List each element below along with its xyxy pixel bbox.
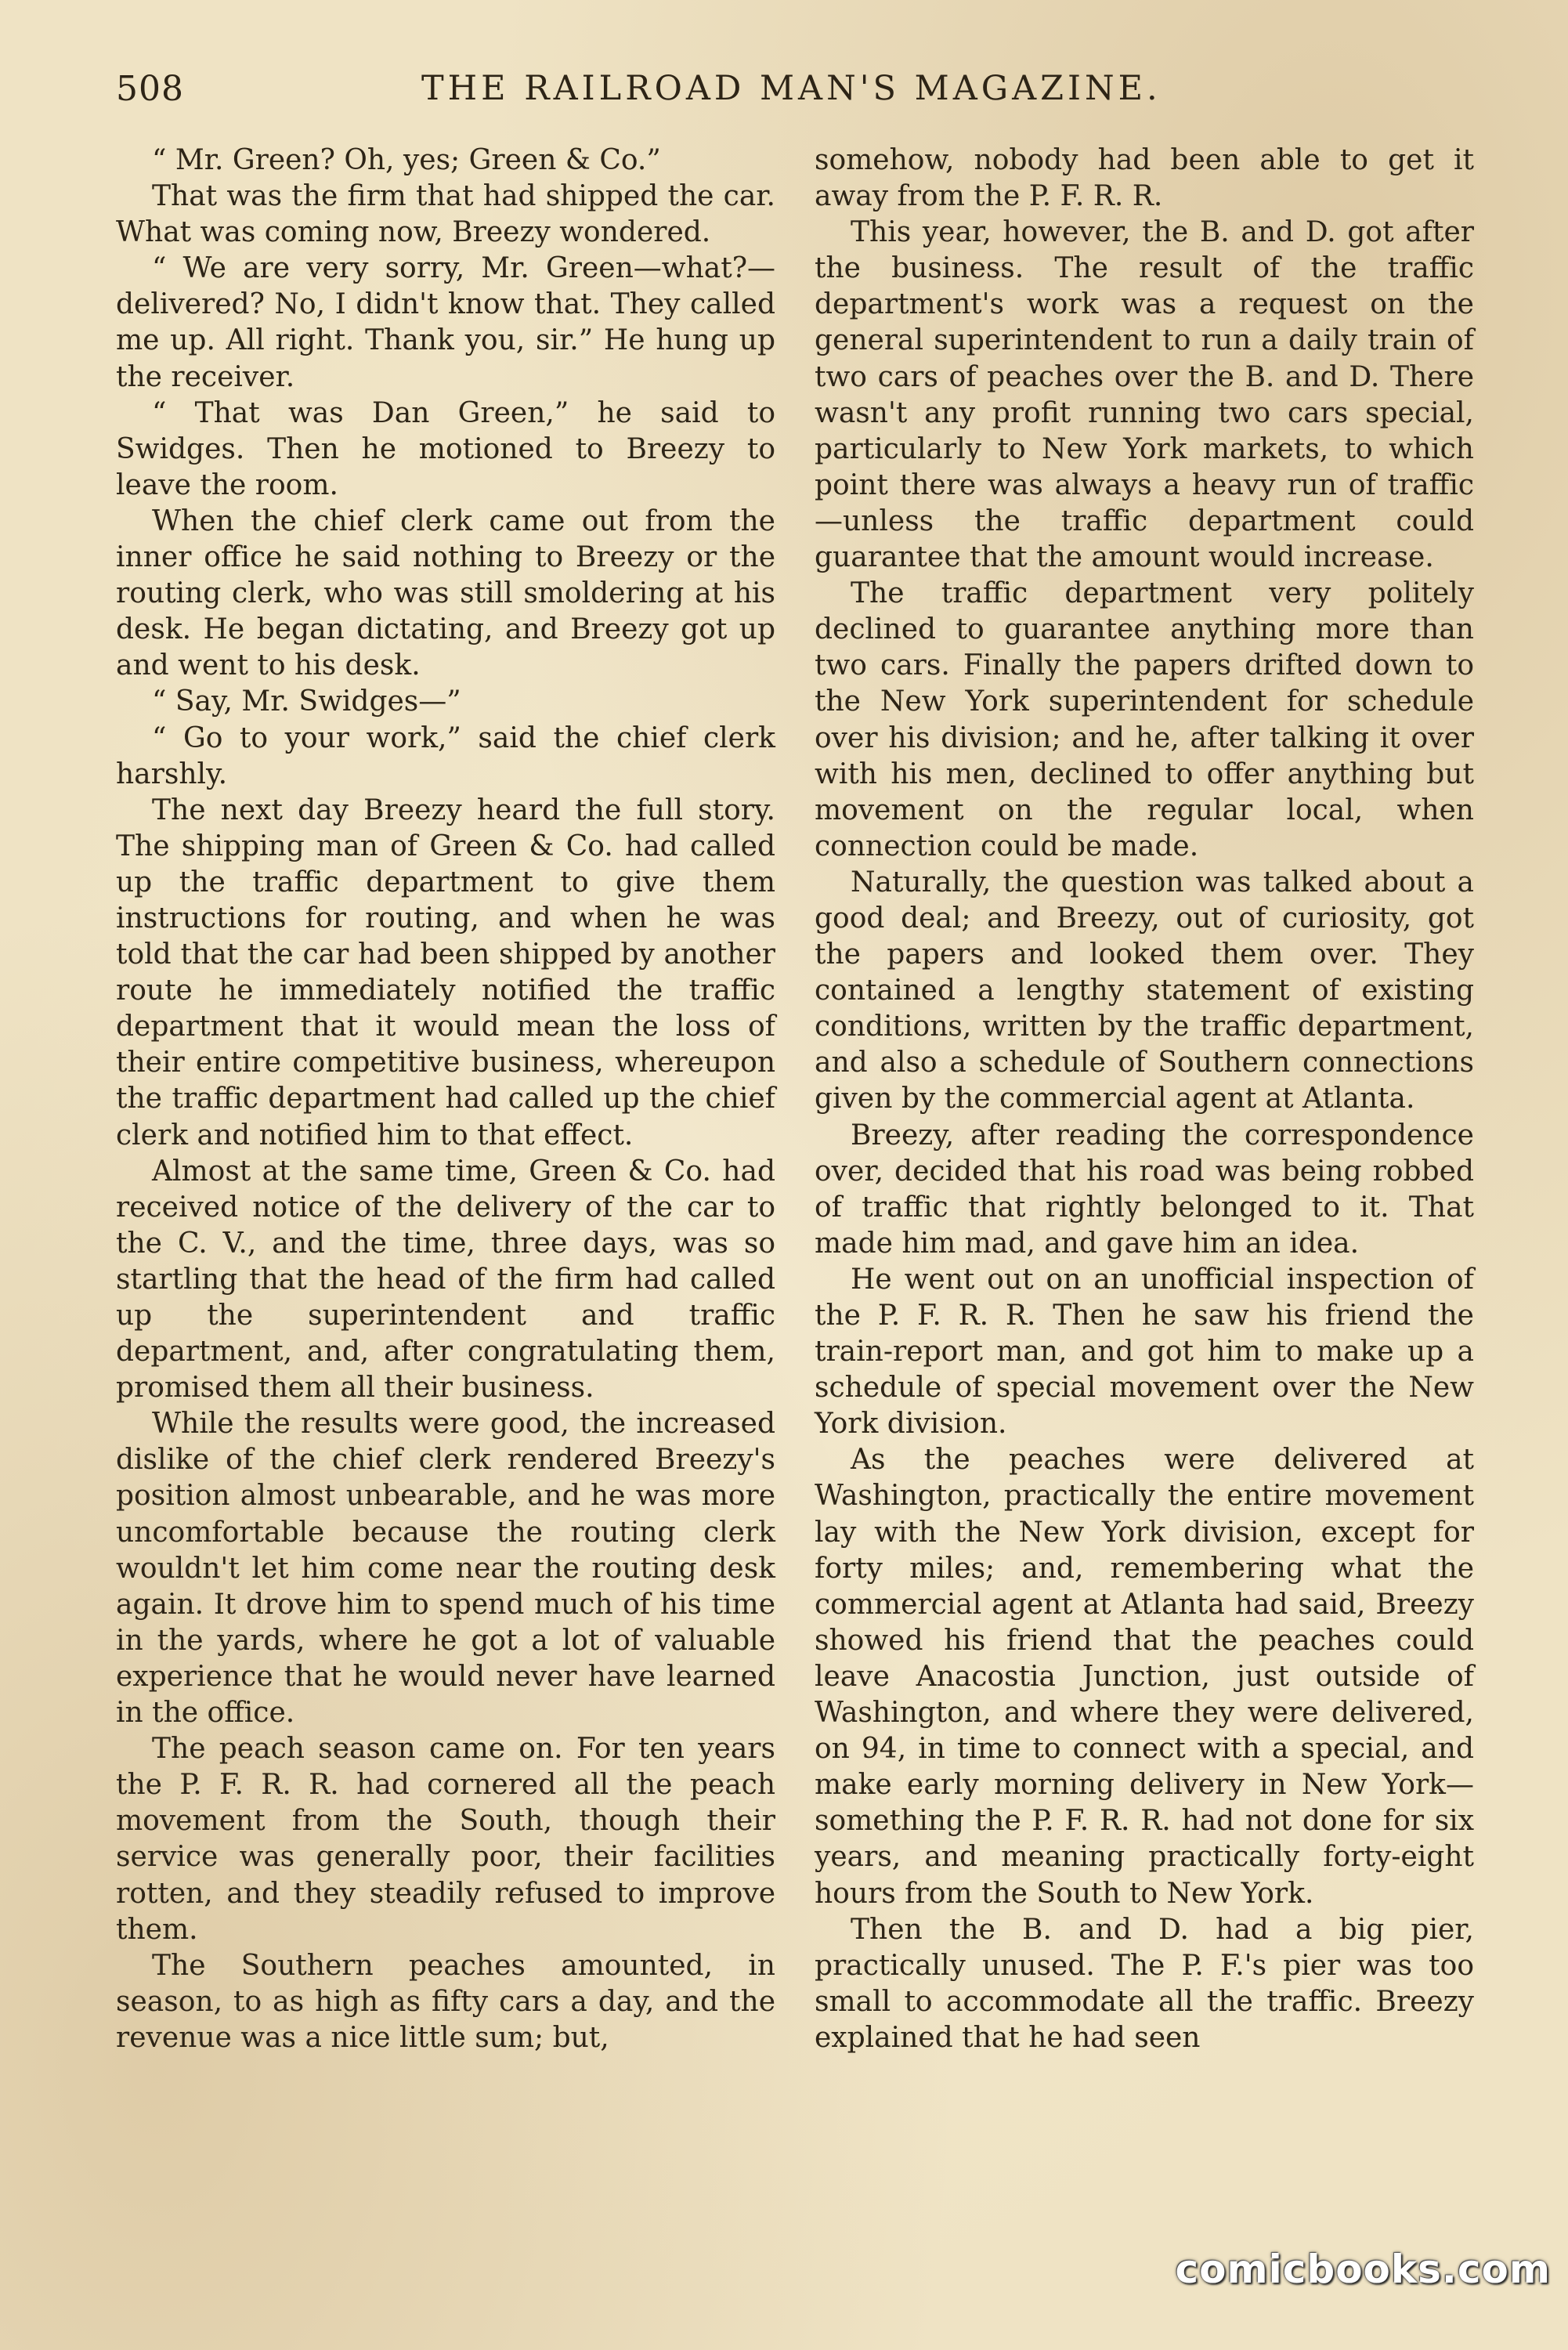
paragraph: The next day Breezy heard the full story. The shipping man of Green & Co. had called up the traffic department to give them instructions for routing, and when he was told that the car had been shipped by another route he immediately notified the traffic department that it would mean the loss of their entire competitive business, whereupon the traffic department had called up the chief clerk and notified him to that effect. (116, 794, 775, 1152)
page-number: 508 (116, 69, 184, 109)
page-header (116, 69, 1479, 116)
paragraph: “ Mr. Green? Oh, yes; Green & Co.” (152, 144, 661, 176)
paragraph: The traffic department very politely declined to guarantee anything more than two cars. Finally the papers drifted down to the New York superintendent for schedule over his division; and he, after talking it over with his men, declined to offer anything but movement on the regular local, when connection could be made. (815, 577, 1474, 862)
paragraph: “ That was Dan Green,” he said to Swidges. Then he motioned to Breezy to leave the room. (116, 396, 775, 501)
paragraph: “ Go to your work,” said the chief clerk harshly. (116, 721, 775, 790)
paragraph-continuation: somehow, nobody had been able to get it away from the P. F. R. R. (815, 144, 1474, 213)
paragraph: Then the B. and D. had a big pier, practically unused. The P. F.'s pier was too small to accommodate all the traffic. Breezy explained that he had seen (815, 1913, 1474, 2054)
paragraph: “ We are very sorry, Mr. Green—what?—delivered? No, I didn't know that. They called me up. All right. Thank you, sir.” He hung up the receiver. (116, 252, 775, 393)
paragraph: The Southern peaches amounted, in season, to as high as fifty cars a day, and the revenue was a nice little sum; but, (116, 1949, 775, 2054)
right-column (815, 143, 1474, 2056)
paragraph: When the chief clerk came out from the inner office he said nothing to Breezy or the routing clerk, who was still smoldering at his desk. He began dictating, and Breezy got up and went to his desk. (116, 504, 775, 682)
paragraph: Almost at the same time, Green & Co. had received notice of the delivery of the car to the C. V., and the time, three days, was so startling that the head of the firm had called up the superintendent and traffic department, and, after congratulating them, promised them all their business. (116, 1155, 775, 1405)
paragraph: The peach season came on. For ten years the P. F. R. R. had cornered all the peach movement from the South, though their service was generally poor, their facilities rotten, and they steadily refused to improve them. (116, 1733, 775, 1946)
paragraph: He went out on an unofficial inspection of the P. F. R. R. Then he saw his friend the train-report man, and got him to make up a schedule of special movement over the New York division. (815, 1263, 1474, 1441)
running-title: THE RAILROAD MAN'S MAGAZINE. (421, 69, 1162, 108)
source-watermark: comicbooks.com (1175, 2247, 1551, 2292)
paragraph: Naturally, the question was talked about a good deal; and Breezy, out of curiosity, got the papers and looked them over. They contained a lengthy statement of existing conditions, written by the traffic department, and also a schedule of Southern connections given by the commercial agent at Atlanta. (815, 866, 1474, 1115)
paragraph: As the peaches were delivered at Washington, practically the entire movement lay with the New York division, except for forty miles; and, remembering what the commercial agent at Atlanta had said, Breezy showed his friend that the peaches could leave Anacostia Junction, just outside of Washington, and where they were delivered, on 94, in time to connect with a special, and make early morning delivery in New York—something the P. F. R. R. had not done for six years, and meaning practically forty-eight hours from the South to New York. (815, 1444, 1474, 1910)
paragraph: While the results were good, the increased dislike of the chief clerk rendered Breezy's position almost unbearable, and he was more uncomfortable because the routing clerk wouldn't let him come near the routing desk again. It drove him to spend much of his time in the yards, where he got a lot of valuable experience that he would never have learned in the office. (116, 1408, 775, 1730)
left-column (116, 143, 775, 2056)
paragraph: That was the firm that had shipped the car. What was coming now, Breezy wondered. (116, 180, 775, 249)
paragraph: Breezy, after reading the correspondence over, decided that his road was being robbed of traffic that rightly belonged to it. That made him mad, and gave him an idea. (815, 1119, 1474, 1260)
paragraph: “ Say, Mr. Swidges—” (152, 685, 461, 718)
paragraph: This year, however, the B. and D. got after the business. The result of the traffic department's work was a request on the general superintendent to run a daily train of two cars of peaches over the B. and D. There wasn't any profit running two cars special, particularly to New York markets, to which point there was always a heavy run of traffic—unless the traffic department could guarantee that the amount would increase. (815, 216, 1474, 574)
